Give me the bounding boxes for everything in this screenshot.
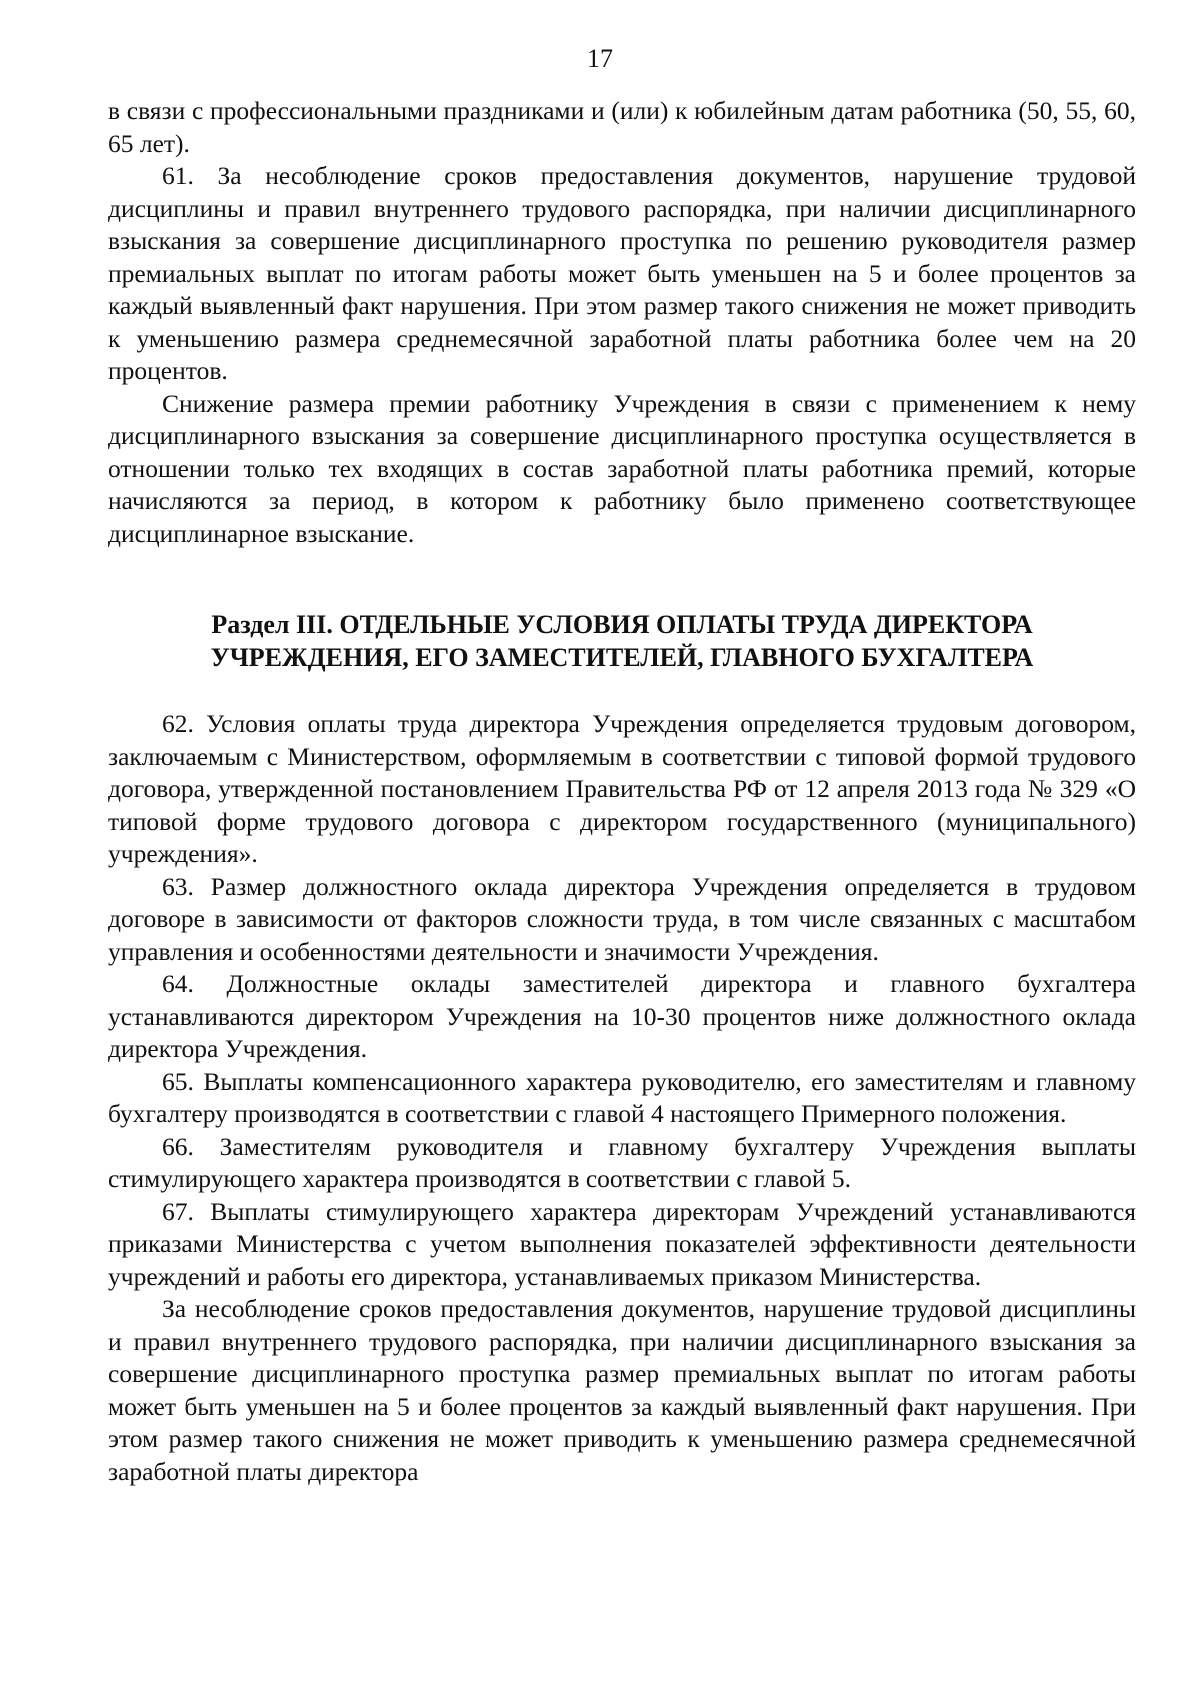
paragraph-director-penalty: За несоблюдение сроков предоставления документов, нарушение трудовой дисциплины и правил внутреннего трудового распорядка, при наличии дисциплинарного взыскания за совершение дисциплинарного проступка размер премиальных выплат по итогам работы может быть уменьшен на 5 и более процентов за каждый выявленный факт нарушения. При этом размер такого снижения не может приводить к уменьшению размера среднемесячной заработной платы директора — [108, 1294, 1136, 1486]
page-number: 17 — [587, 44, 613, 73]
paragraph-62: 62. Условия оплаты труда директора Учреждения определяется трудовым договором, заключаемым с Министерством, оформляемым в соответствии с типовой формой трудового договора, утвержденной постановлением Правительства РФ от 12 апреля 2013 года № 329 «О типовой форме трудового договора с директором государственного (муниципального) учреждения». — [108, 709, 1136, 868]
paragraph-64: 64. Должностные оклады заместителей директора и главного бухгалтера устанавливаются директором Учреждения на 10-30 процентов ниже должностного оклада директора Учреждения. — [108, 969, 1136, 1063]
section-heading — [108, 608, 1136, 674]
paragraph-bonus-reduction: Снижение размера премии работнику Учреждения в связи с применением к нему дисциплинарного взыскания за совершение дисциплинарного проступка осуществляется в отношении только тех входящих в состав заработной платы работника премий, которые начисляются за период, в котором к работнику было применено соответствующее дисциплинарное взыскание. — [108, 388, 1136, 548]
section-heading-line-2: УЧРЕЖДЕНИЯ, ЕГО ЗАМЕСТИТЕЛЕЙ, ГЛАВНОГО БУХГАЛТЕРА — [210, 643, 1034, 672]
paragraph-66: 66. Заместителям руководителя и главному бухгалтеру Учреждения выплаты стимулирующего характера производятся в соответствии с главой 5. — [108, 1131, 1136, 1193]
intro-text-block — [108, 95, 1136, 550]
section-heading-line-1: Раздел III. ОТДЕЛЬНЫЕ УСЛОВИЯ ОПЛАТЫ ТРУДА ДИРЕКТОРА — [211, 610, 1033, 639]
section-text-block — [108, 708, 1136, 1488]
paragraph-continuation: в связи с профессиональными праздниками и (или) к юбилейным датам работника (50, 55, 60, 65 лет). — [108, 96, 1136, 158]
paragraph-61: 61. За несоблюдение сроков предоставления документов, нарушение трудовой дисциплины и правил внутреннего трудового распорядка, при наличии дисциплинарного взыскания за совершение дисциплинарного проступка по решению руководителя размер премиальных выплат по итогам работы может быть уменьшен на 5 и более процентов за каждый выявленный факт нарушения. При этом размер такого снижения не может приводить к уменьшению размера среднемесячной заработной платы работника более чем на 20 процентов. — [108, 161, 1136, 385]
paragraph-63: 63. Размер должностного оклада директора Учреждения определяется в трудовом договоре в зависимости от факторов сложности труда, в том числе связанных с масштабом управления и особенностями деятельности и значимости Учреждения. — [108, 871, 1136, 966]
paragraph-65: 65. Выплаты компенсационного характера руководителю, его заместителям и главному бухгалтеру производятся в соответствии с главой 4 настоящего Примерного положения. — [108, 1066, 1136, 1128]
paragraph-67: 67. Выплаты стимулирующего характера директорам Учреждений устанавливаются приказами Министерства с учетом выполнения показателей эффективности деятельности учреждений и работы его директора, устанавливаемых приказом Министерства. — [108, 1196, 1136, 1291]
